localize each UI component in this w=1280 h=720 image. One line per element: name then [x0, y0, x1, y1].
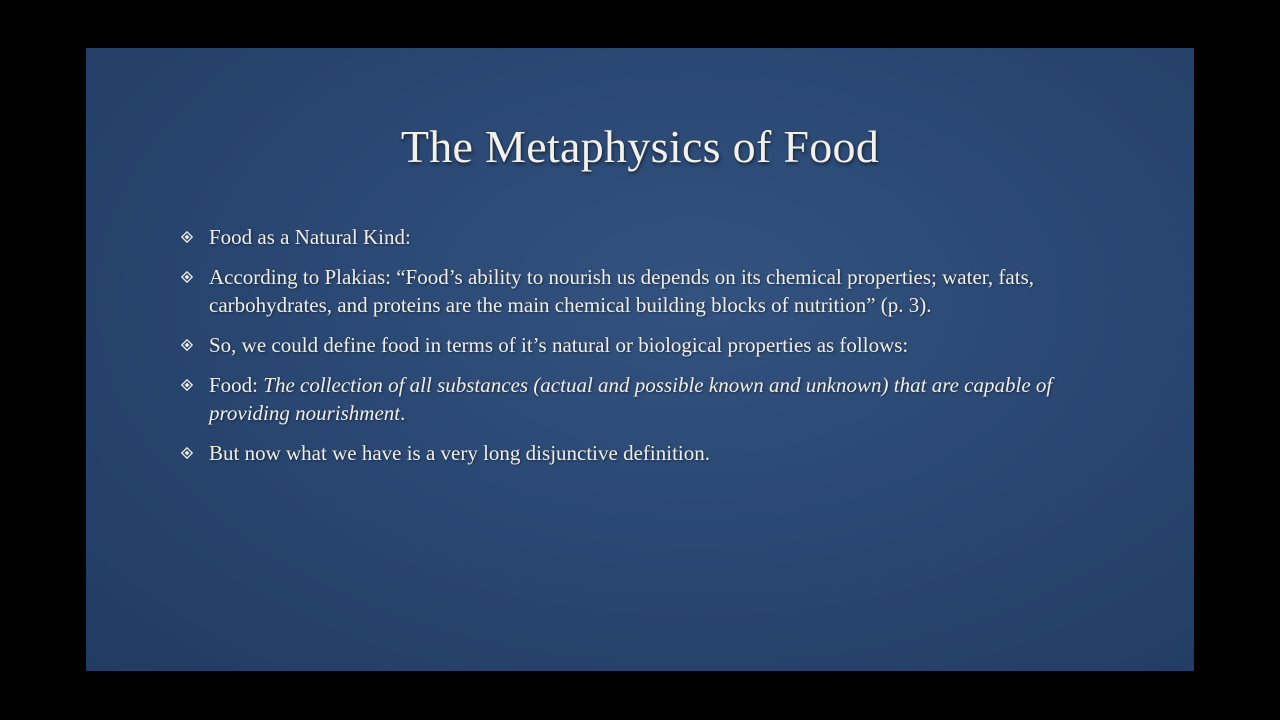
bullet-text: Food as a Natural Kind: — [209, 225, 411, 249]
diamond-bullet-icon — [181, 271, 193, 283]
definition-italic: The collection of all substances (actual and possible known and unknown) that are capable of providing nourishment — [209, 373, 1053, 425]
bullet-item — [181, 223, 1101, 251]
bullet-text: So, we could define food in terms of it’s natural or biological properties as follows: — [209, 333, 909, 357]
bullet-item — [181, 263, 1101, 319]
diamond-bullet-icon — [181, 447, 193, 459]
bullet-text: But now what we have is a very long disjunctive definition. — [209, 441, 710, 465]
bullet-text: According to Plakias: “Food’s ability to nourish us depends on its chemical properties; water, fats, carbohydrates, and proteins are the main chemical building blocks of nutrition” (p. 3). — [209, 265, 1034, 317]
presentation-slide — [86, 48, 1194, 671]
bullet-lead: Food: — [209, 373, 264, 397]
diamond-bullet-icon — [181, 231, 193, 243]
bullet-item — [181, 371, 1101, 427]
bullet-item — [181, 331, 1101, 359]
diamond-bullet-icon — [181, 339, 193, 351]
bullet-tail: . — [400, 401, 406, 425]
bullet-item — [181, 439, 1101, 467]
diamond-bullet-icon — [181, 379, 193, 391]
bullet-list — [181, 223, 1101, 479]
slide-title: The Metaphysics of Food — [400, 121, 880, 172]
